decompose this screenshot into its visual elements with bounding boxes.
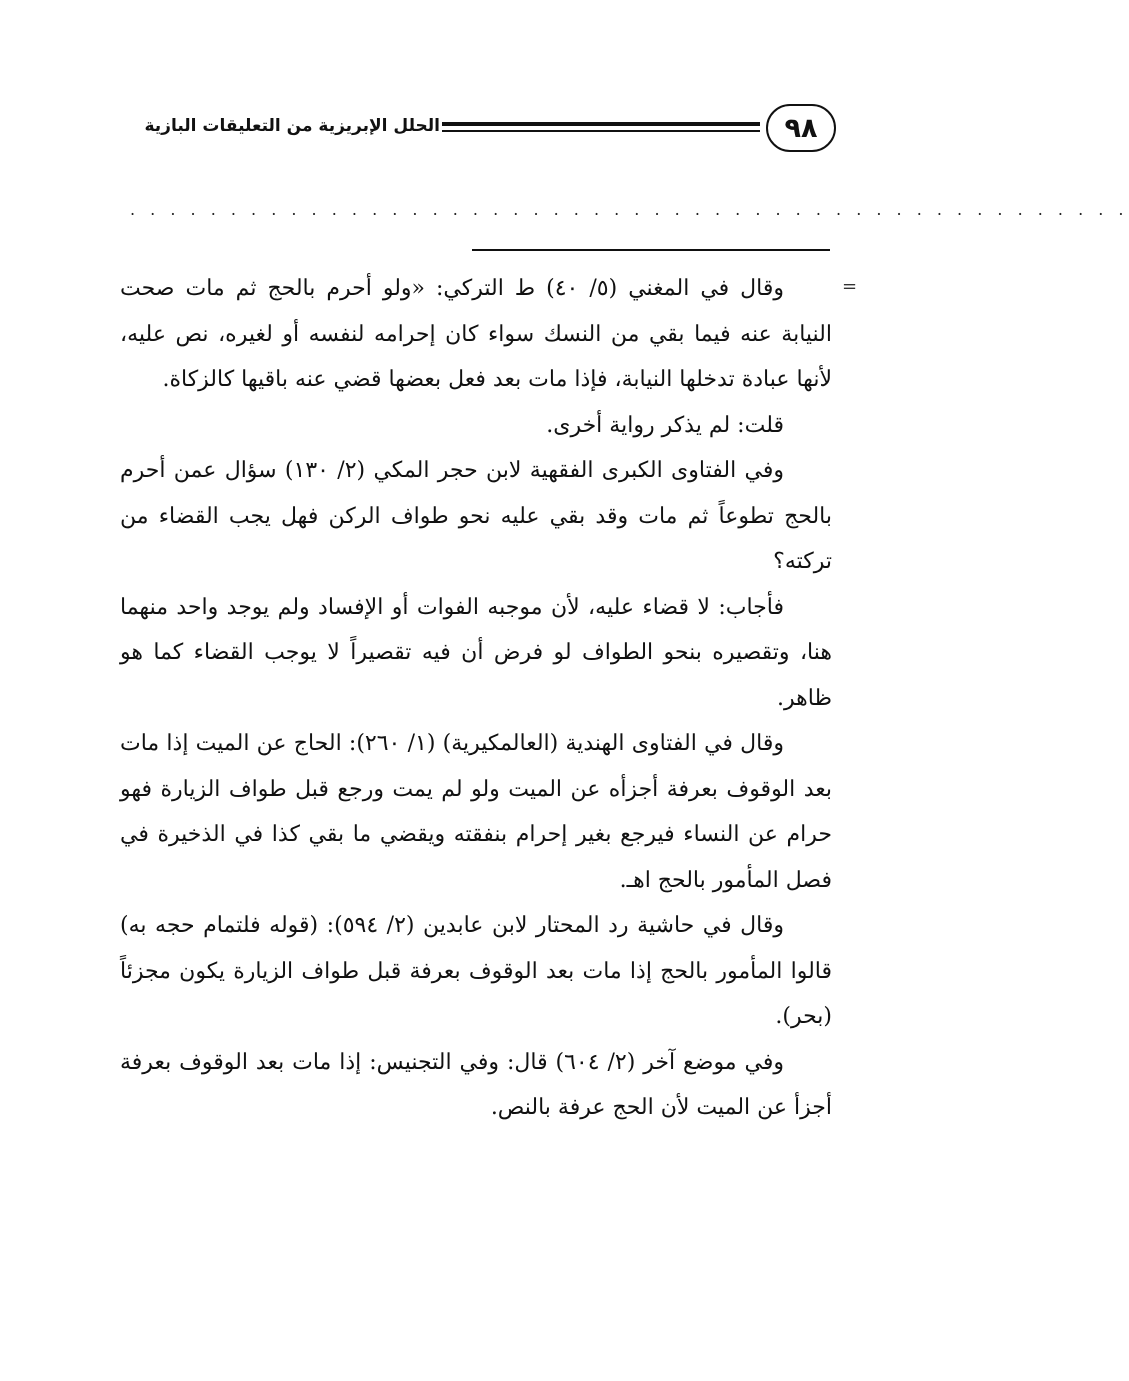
- footnote-rule: [472, 249, 830, 251]
- dotted-separator: . . . . . . . . . . . . . . . . . . . . . . . . . . . . . . . . . . . . . . . . . . . . . . . . . .: [130, 200, 1129, 219]
- paragraph: وفي موضع آخر (٢/ ٦٠٤) قال: وفي التجنيس: إذا مات بعد الوقوف بعرفة أجزأ عن الميت لأن الحج عرفة بالنص.: [120, 1049, 832, 1120]
- page-number: ٩٨: [766, 104, 836, 152]
- paragraph: وفي الفتاوى الكبرى الفقهية لابن حجر المكي (٢/ ١٣٠) سؤال عمن أحرم بالحج تطوعاً ثم مات وقد بقي عليه نحو طواف الركن فهل يجب القضاء من تركته؟: [120, 458, 832, 574]
- paragraph: قلت: لم يذكر رواية أخرى.: [546, 412, 784, 438]
- footnote-text: [120, 266, 832, 1131]
- continuation-mark: =: [842, 276, 858, 297]
- paragraph: فأجاب: لا قضاء عليه، لأن موجبه الفوات أو الإفساد ولم يوجد واحد منهما هنا، وتقصيره بنحو الطواف لو فرض أن فيه تقصيراً لا يوجب القضاء كما هو ظاهر.: [120, 594, 832, 711]
- page-header: [118, 104, 836, 156]
- paragraph: وقال في المغني (٥/ ٤٠) ط التركي: «ولو أحرم بالحج ثم مات صحت النيابة عنه فيما بقي من النسك سواء كان إحرامه لنفسه أو لغيره، نص عليه، لأنها عبادة تدخلها النيابة، فإذا مات بعد فعل بعضها قضي عنه باقيها كالزكاة.: [120, 276, 832, 392]
- header-rule: [442, 122, 760, 132]
- paragraph: وقال في الفتاوى الهندية (العالمكيرية) (١/ ٢٦٠): الحاج عن الميت إذا مات بعد الوقوف بعرفة أجزأه عن الميت ولو لم يمت ورجع قبل طواف الزيارة فهو حرام عن النساء فيرجع بغير إحرام بنفقته ويقضي ما بقي كذا في الذخيرة في فصل المأمور بالحج اهـ.: [120, 731, 832, 893]
- paragraph: وقال في حاشية رد المحتار لابن عابدين (٢/ ٥٩٤): (قوله فلتمام حجه به) قالوا المأمور بالحج إذا مات بعد الوقوف بعرفة قبل طواف الزيارة يكون مجزئاً (بحر).: [120, 913, 832, 1029]
- running-title: الحلل الإبريزية من التعليقات البازية: [144, 116, 440, 136]
